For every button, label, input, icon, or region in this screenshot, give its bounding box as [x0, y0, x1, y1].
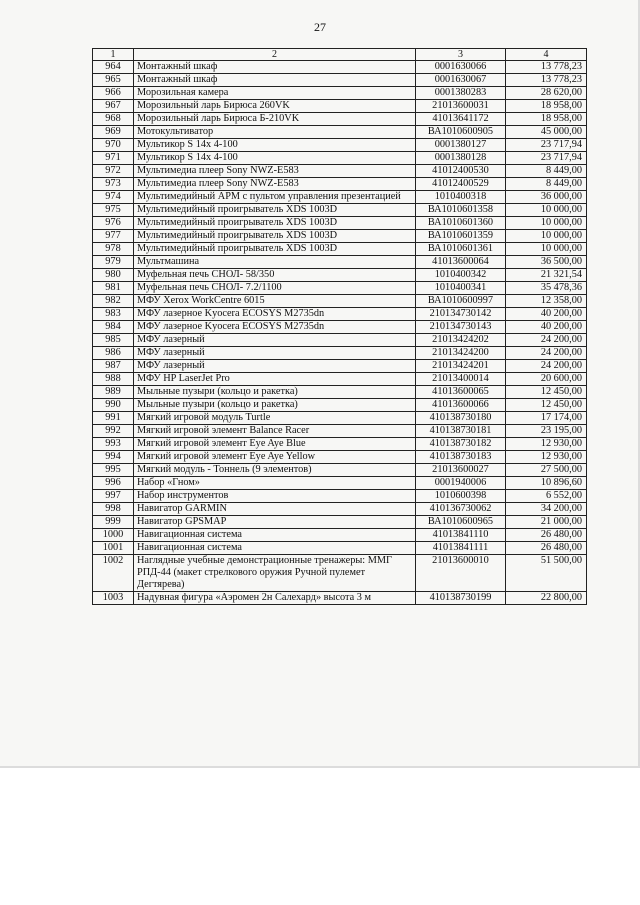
table-row: [93, 139, 587, 152]
table-row: [93, 542, 587, 555]
row-number: 984: [93, 321, 134, 334]
item-price: 21 321,54: [506, 269, 587, 282]
row-number: 970: [93, 139, 134, 152]
table-row: [93, 61, 587, 74]
item-name: МФУ лазерный: [134, 347, 416, 360]
item-name: Мягкий игровой модуль Turtle: [134, 412, 416, 425]
item-name: Навигационная система: [134, 529, 416, 542]
item-name: МФУ лазерный: [134, 360, 416, 373]
inventory-code: 0001380127: [416, 139, 506, 152]
item-name: Мультимедийный проигрыватель XDS 1003D: [134, 243, 416, 256]
item-price: 24 200,00: [506, 334, 587, 347]
row-number: 983: [93, 308, 134, 321]
row-number: 1002: [93, 555, 134, 592]
inventory-code: 410138730199: [416, 592, 506, 605]
row-number: 979: [93, 256, 134, 269]
inventory-code: 1010400341: [416, 282, 506, 295]
column-header: 4: [506, 49, 587, 61]
row-number: 980: [93, 269, 134, 282]
column-header: 2: [134, 49, 416, 61]
table-row: [93, 191, 587, 204]
item-name: Мягкий игровой элемент Eye Aye Yellow: [134, 451, 416, 464]
inventory-code: 21013600027: [416, 464, 506, 477]
item-name: Монтажный шкаф: [134, 74, 416, 87]
item-price: 23 195,00: [506, 425, 587, 438]
table-row: [93, 529, 587, 542]
item-name: Морозильная камера: [134, 87, 416, 100]
item-price: 18 958,00: [506, 113, 587, 126]
table-row: [93, 425, 587, 438]
row-number: 989: [93, 386, 134, 399]
table-row: [93, 256, 587, 269]
item-name: МФУ Xerox WorkCentre 6015: [134, 295, 416, 308]
item-name: Муфельная печь СНОЛ- 7.2/1100: [134, 282, 416, 295]
table-row: [93, 269, 587, 282]
table-row: [93, 490, 587, 503]
inventory-code: ВА1010601361: [416, 243, 506, 256]
item-price: 51 500,00: [506, 555, 587, 592]
item-price: 10 000,00: [506, 204, 587, 217]
item-price: 45 000,00: [506, 126, 587, 139]
item-price: 12 930,00: [506, 451, 587, 464]
row-number: 986: [93, 347, 134, 360]
row-number: 988: [93, 373, 134, 386]
item-name: Морозильный ларь Бирюса Б-210VK: [134, 113, 416, 126]
inventory-code: ВА1010601358: [416, 204, 506, 217]
row-number: 976: [93, 217, 134, 230]
inventory-code: ВА1010600965: [416, 516, 506, 529]
item-price: 35 478,36: [506, 282, 587, 295]
row-number: 981: [93, 282, 134, 295]
item-name: Наглядные учебные демонстрационные тренажеры: ММГ РПД-44 (макет стрелкового оружия Ручной пулемет Дегтярева): [134, 555, 416, 592]
row-number: 997: [93, 490, 134, 503]
item-price: 10 896,60: [506, 477, 587, 490]
inventory-table: [92, 48, 587, 605]
table-row: [93, 451, 587, 464]
inventory-code: 410138730181: [416, 425, 506, 438]
item-price: 10 000,00: [506, 217, 587, 230]
item-name: Муфельная печь СНОЛ- 58/350: [134, 269, 416, 282]
table-row: [93, 360, 587, 373]
item-name: МФУ лазерное Kyocera ECOSYS M2735dn: [134, 308, 416, 321]
column-header: 3: [416, 49, 506, 61]
item-name: Навигатор GARMIN: [134, 503, 416, 516]
row-number: 999: [93, 516, 134, 529]
inventory-code: 0001940006: [416, 477, 506, 490]
inventory-code: ВА1010601360: [416, 217, 506, 230]
column-header: 1: [93, 49, 134, 61]
inventory-code: 21013600010: [416, 555, 506, 592]
table-row: [93, 165, 587, 178]
item-price: 40 200,00: [506, 321, 587, 334]
item-price: 36 500,00: [506, 256, 587, 269]
inventory-code: 21013400014: [416, 373, 506, 386]
item-name: Мультимедиа плеер Sony NWZ-E583: [134, 165, 416, 178]
table-row: [93, 152, 587, 165]
inventory-code: 1010400342: [416, 269, 506, 282]
row-number: 995: [93, 464, 134, 477]
inventory-code: 41013841111: [416, 542, 506, 555]
row-number: 974: [93, 191, 134, 204]
inventory-code: 0001380128: [416, 152, 506, 165]
item-name: МФУ лазерное Kyocera ECOSYS M2735dn: [134, 321, 416, 334]
item-price: 12 450,00: [506, 386, 587, 399]
inventory-code: 41013600066: [416, 399, 506, 412]
item-price: 6 552,00: [506, 490, 587, 503]
table-row: [93, 295, 587, 308]
table-row: [93, 334, 587, 347]
row-number: 964: [93, 61, 134, 74]
item-price: 12 450,00: [506, 399, 587, 412]
row-number: 969: [93, 126, 134, 139]
table-row: [93, 126, 587, 139]
row-number: 1003: [93, 592, 134, 605]
inventory-code: 21013424200: [416, 347, 506, 360]
inventory-code: 0001630066: [416, 61, 506, 74]
row-number: 987: [93, 360, 134, 373]
table-row: [93, 230, 587, 243]
item-price: 8 449,00: [506, 165, 587, 178]
inventory-code: 1010600398: [416, 490, 506, 503]
item-name: Мыльные пузыри (кольцо и ракетка): [134, 386, 416, 399]
inventory-code: 0001630067: [416, 74, 506, 87]
inventory-code: 41013841110: [416, 529, 506, 542]
row-number: 967: [93, 100, 134, 113]
item-price: 12 358,00: [506, 295, 587, 308]
table-row: [93, 87, 587, 100]
table-row: [93, 282, 587, 295]
row-number: 973: [93, 178, 134, 191]
table-row: [93, 412, 587, 425]
item-price: 34 200,00: [506, 503, 587, 516]
row-number: 985: [93, 334, 134, 347]
item-name: МФУ лазерный: [134, 334, 416, 347]
item-name: Мультимедийный проигрыватель XDS 1003D: [134, 230, 416, 243]
row-number: 975: [93, 204, 134, 217]
item-name: Набор «Гном»: [134, 477, 416, 490]
inventory-code: 41012400530: [416, 165, 506, 178]
item-name: Мотокультиватор: [134, 126, 416, 139]
item-price: 27 500,00: [506, 464, 587, 477]
inventory-code: 0001380283: [416, 87, 506, 100]
item-name: Монтажный шкаф: [134, 61, 416, 74]
inventory-code: ВА1010600997: [416, 295, 506, 308]
table-row: [93, 321, 587, 334]
inventory-code: 410138730183: [416, 451, 506, 464]
inventory-code: ВА1010601359: [416, 230, 506, 243]
column-header-row: [93, 49, 587, 61]
inventory-code: 21013424202: [416, 334, 506, 347]
item-name: Мультимедийный проигрыватель XDS 1003D: [134, 204, 416, 217]
item-price: 23 717,94: [506, 152, 587, 165]
table-row: [93, 386, 587, 399]
table-row: [93, 516, 587, 529]
inventory-code: 1010400318: [416, 191, 506, 204]
row-number: 971: [93, 152, 134, 165]
row-number: 972: [93, 165, 134, 178]
row-number: 998: [93, 503, 134, 516]
inventory-code: ВА1010600905: [416, 126, 506, 139]
item-price: 13 778,23: [506, 74, 587, 87]
row-number: 968: [93, 113, 134, 126]
table-row: [93, 477, 587, 490]
item-name: Мягкий игровой элемент Balance Racer: [134, 425, 416, 438]
table-row: [93, 592, 587, 605]
inventory-code: 41013600065: [416, 386, 506, 399]
table-row: [93, 464, 587, 477]
item-price: 13 778,23: [506, 61, 587, 74]
table-row: [93, 347, 587, 360]
item-price: 12 930,00: [506, 438, 587, 451]
item-price: 20 600,00: [506, 373, 587, 386]
item-name: Набор инструментов: [134, 490, 416, 503]
inventory-code: 410136730062: [416, 503, 506, 516]
table-row: [93, 204, 587, 217]
item-name: МФУ HP LaserJet Pro: [134, 373, 416, 386]
row-number: 1001: [93, 542, 134, 555]
inventory-code: 210134730142: [416, 308, 506, 321]
item-name: Мультикор S 14х 4-100: [134, 152, 416, 165]
item-name: Навигационная система: [134, 542, 416, 555]
inventory-code: 21013600031: [416, 100, 506, 113]
table-row: [93, 308, 587, 321]
row-number: 992: [93, 425, 134, 438]
inventory-code: 210134730143: [416, 321, 506, 334]
item-price: 28 620,00: [506, 87, 587, 100]
row-number: 991: [93, 412, 134, 425]
row-number: 990: [93, 399, 134, 412]
item-price: 36 000,00: [506, 191, 587, 204]
item-name: Надувная фигура «Аэромен 2н Салехард» высота 3 м: [134, 592, 416, 605]
inventory-code: 410138730182: [416, 438, 506, 451]
page-number: 27: [314, 20, 326, 34]
table-row: [93, 74, 587, 87]
item-price: 26 480,00: [506, 529, 587, 542]
item-name: Мультимедиа плеер Sony NWZ-E583: [134, 178, 416, 191]
row-number: 996: [93, 477, 134, 490]
row-number: 965: [93, 74, 134, 87]
table-row: [93, 217, 587, 230]
item-price: 26 480,00: [506, 542, 587, 555]
item-price: 8 449,00: [506, 178, 587, 191]
row-number: 1000: [93, 529, 134, 542]
item-price: 10 000,00: [506, 230, 587, 243]
row-number: 966: [93, 87, 134, 100]
item-name: Мультикор S 14х 4-100: [134, 139, 416, 152]
item-price: 22 800,00: [506, 592, 587, 605]
item-name: Мультимедийный проигрыватель XDS 1003D: [134, 217, 416, 230]
inventory-code: 41013600064: [416, 256, 506, 269]
row-number: 978: [93, 243, 134, 256]
table-row: [93, 178, 587, 191]
item-name: Мягкий модуль - Тоннель (9 элементов): [134, 464, 416, 477]
table-row: [93, 503, 587, 516]
table-row: [93, 438, 587, 451]
inventory-code: 410138730180: [416, 412, 506, 425]
row-number: 982: [93, 295, 134, 308]
item-name: Навигатор GPSMAP: [134, 516, 416, 529]
inventory-code: 21013424201: [416, 360, 506, 373]
inventory-code: 41012400529: [416, 178, 506, 191]
inventory-code: 41013641172: [416, 113, 506, 126]
row-number: 994: [93, 451, 134, 464]
item-name: Мультимедийный АРМ с пультом управления презентацией: [134, 191, 416, 204]
table-row: [93, 373, 587, 386]
table-row: [93, 555, 587, 592]
item-price: 10 000,00: [506, 243, 587, 256]
item-price: 24 200,00: [506, 347, 587, 360]
table-row: [93, 113, 587, 126]
item-price: 18 958,00: [506, 100, 587, 113]
row-number: 993: [93, 438, 134, 451]
table-row: [93, 243, 587, 256]
item-price: 23 717,94: [506, 139, 587, 152]
table-row: [93, 100, 587, 113]
item-name: Мультмашина: [134, 256, 416, 269]
item-name: Морозильный ларь Бирюса 260VK: [134, 100, 416, 113]
item-price: 21 000,00: [506, 516, 587, 529]
item-name: Мыльные пузыри (кольцо и ракетка): [134, 399, 416, 412]
item-price: 24 200,00: [506, 360, 587, 373]
item-name: Мягкий игровой элемент Eye Aye Blue: [134, 438, 416, 451]
item-price: 40 200,00: [506, 308, 587, 321]
table-row: [93, 399, 587, 412]
item-price: 17 174,00: [506, 412, 587, 425]
row-number: 977: [93, 230, 134, 243]
